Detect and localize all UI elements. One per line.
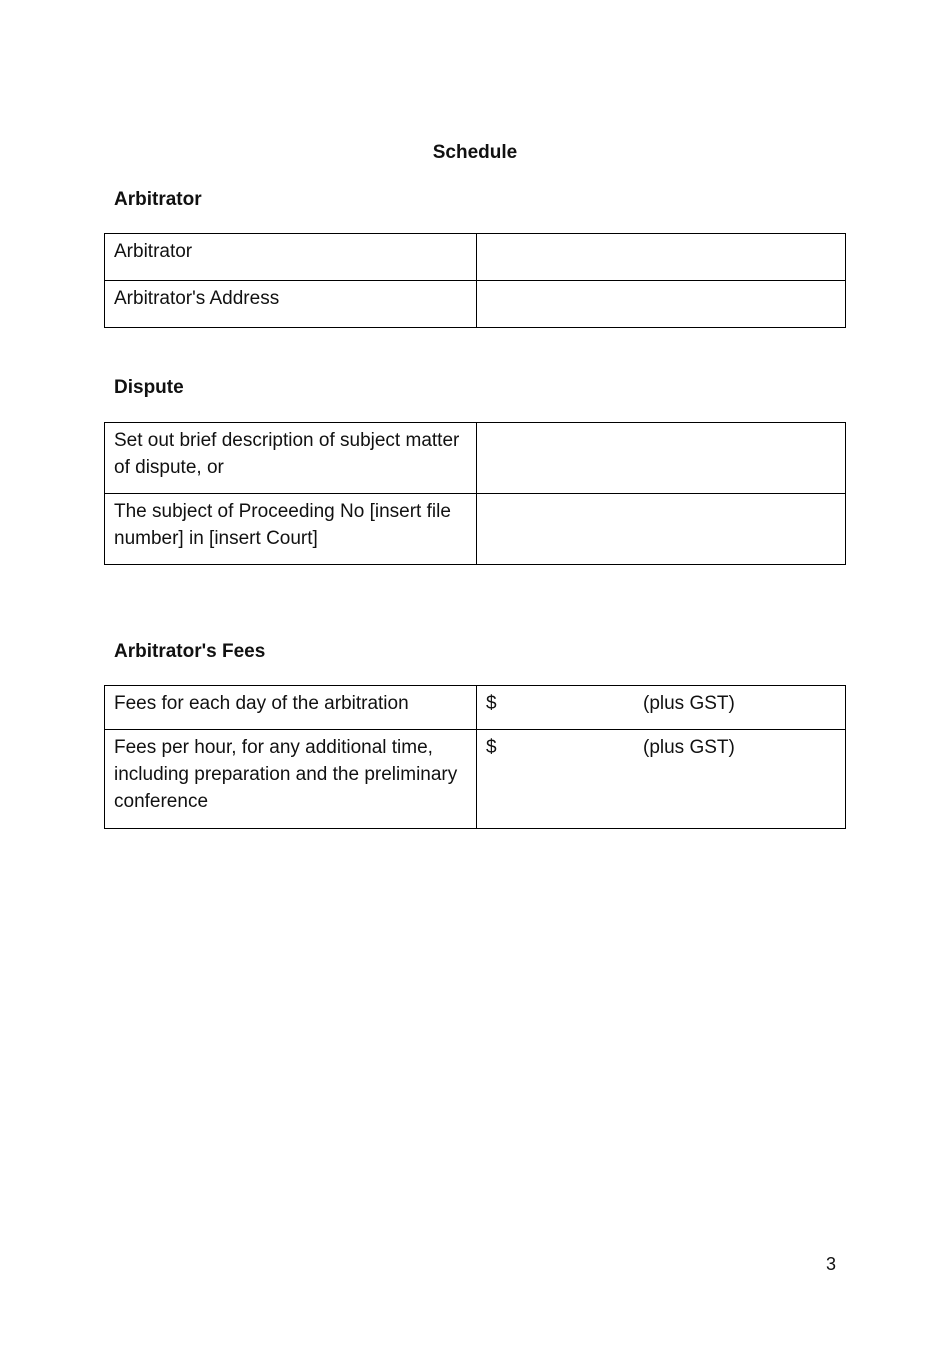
currency-symbol: $ bbox=[486, 693, 497, 714]
section-heading-fees: Arbitrator's Fees bbox=[114, 641, 266, 662]
page-number: 3 bbox=[826, 1254, 837, 1274]
table-row bbox=[105, 494, 846, 565]
table-row bbox=[105, 281, 846, 328]
proceeding-label: The subject of Proceeding No [insert file number] in [insert Court] bbox=[105, 494, 477, 565]
page-title: Schedule bbox=[432, 142, 518, 163]
dispute-table bbox=[104, 422, 846, 565]
gst-note: (plus GST) bbox=[643, 693, 735, 714]
hourly-fee-value bbox=[477, 730, 846, 829]
arbitrator-address-value bbox=[477, 281, 846, 328]
currency-symbol: $ bbox=[486, 737, 497, 758]
arbitrator-table bbox=[104, 233, 846, 328]
daily-fee-value bbox=[477, 686, 846, 730]
table-row bbox=[105, 234, 846, 281]
arbitrator-name-label: Arbitrator bbox=[105, 234, 477, 281]
table-row bbox=[105, 730, 846, 829]
section-heading-dispute: Dispute bbox=[114, 377, 184, 398]
gst-note: (plus GST) bbox=[643, 737, 735, 758]
table-row bbox=[105, 423, 846, 494]
daily-fee-label: Fees for each day of the arbitration bbox=[105, 686, 477, 730]
dispute-description-label: Set out brief description of subject matter of dispute, or bbox=[105, 423, 477, 494]
dispute-description-value bbox=[477, 423, 846, 494]
arbitrator-name-value bbox=[477, 234, 846, 281]
arbitrator-address-label: Arbitrator's Address bbox=[105, 281, 477, 328]
table-row bbox=[105, 686, 846, 730]
proceeding-value bbox=[477, 494, 846, 565]
fees-table bbox=[104, 685, 846, 829]
section-heading-arbitrator: Arbitrator bbox=[114, 189, 202, 210]
hourly-fee-label: Fees per hour, for any additional time, including preparation and the preliminary conference bbox=[105, 730, 477, 829]
